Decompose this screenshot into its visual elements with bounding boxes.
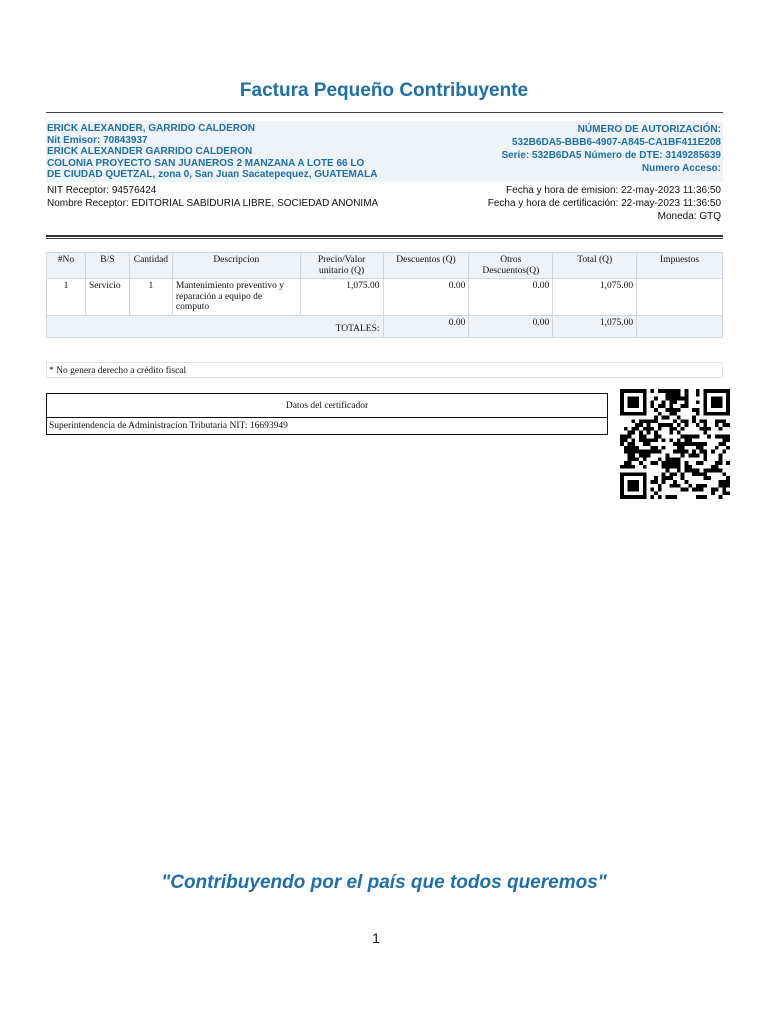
serie-dte: Serie: 532B6DA5 Número de DTE: 3149285639 [501,150,721,161]
page-number: 1 [372,930,380,946]
certification-date: Fecha y hora de certificación: 22-may-2023 11:36:50 [487,198,721,209]
access-number: Numero Acceso: [641,163,721,174]
header-no: #No [47,253,86,279]
header-other-discounts: Otros Descuentos(Q) [469,253,553,279]
section-divider [46,235,723,239]
emisor-info [47,123,407,181]
cell-discount: 0.00 [383,279,469,316]
totals-other: 0.00 [469,315,553,337]
totals-discount: 0.00 [383,315,469,337]
certifier-header: Datos del certificador [47,394,607,418]
slogan: "Contribuyendo por el país que todos queremos" [161,872,607,893]
totals-row [47,315,723,337]
header-price: Precio/Valor unitario (Q) [300,253,383,279]
emisor-address-line1: COLONIA PROYECTO SAN JUANEROS 2 MANZANA A LOTE 66 LO [47,157,365,169]
cell-other: 0.00 [469,279,553,316]
header-discounts: Descuentos (Q) [383,253,469,279]
authorization-info [421,123,721,175]
header-total: Total (Q) [553,253,637,279]
table-header-row [47,253,723,279]
certifier-body: Superintendencia de Administracion Tributaria NIT: 16693949 [49,421,288,431]
receptor-nit: NIT Receptor: 94576424 [47,185,157,196]
cell-qty: 1 [129,279,172,316]
authorization-label: NÚMERO DE AUTORIZACIÓN: [577,124,721,135]
table-row [47,279,723,316]
fiscal-note: * No genera derecho a crédito fiscal [46,362,723,378]
header-bs: B/S [85,253,129,279]
receptor-name: Nombre Receptor: EDITORIAL SABIDURIA LIBRE, SOCIEDAD ANONIMA [47,198,379,209]
emission-date: Fecha y hora de emision: 22-may-2023 11:36:50 [506,185,721,196]
header-taxes: Impuestos [637,253,723,279]
dates-info [401,184,721,223]
cell-price: 1,075.00 [300,279,383,316]
cell-no: 1 [47,279,86,316]
totals-total: 1,075.00 [553,315,637,337]
items-table [46,252,723,338]
qr-code-icon [620,387,730,501]
totals-label: TOTALES: [47,315,384,337]
emisor-nit: Nit Emisor: 70843937 [47,134,148,146]
certifier-box [46,393,608,435]
cell-bs: Servicio [85,279,129,316]
cell-total: 1,075.00 [553,279,637,316]
authorization-number: 532B6DA5-BBB6-4907-A845-CA1BF411E208 [512,137,721,148]
cell-desc: Mantenimiento preventivo y reparación a equipo de computo [172,279,300,316]
currency: Moneda: GTQ [657,211,721,222]
receptor-info [47,184,427,210]
emisor-name: ERICK ALEXANDER, GARRIDO CALDERON [47,123,255,134]
header-divider [46,112,723,113]
cell-taxes [637,279,723,316]
header-desc: Descripcion [172,253,300,279]
totals-taxes [637,315,723,337]
header-qty: Cantidad [129,253,172,279]
emisor-address-line2: DE CIUDAD QUETZAL, zona 0, San Juan Sacatepequez, GUATEMALA [47,169,378,181]
emisor-commercial-name: ERICK ALEXANDER GARRIDO CALDERON [47,146,253,158]
invoice-title: Factura Pequeño Contribuyente [239,80,529,101]
